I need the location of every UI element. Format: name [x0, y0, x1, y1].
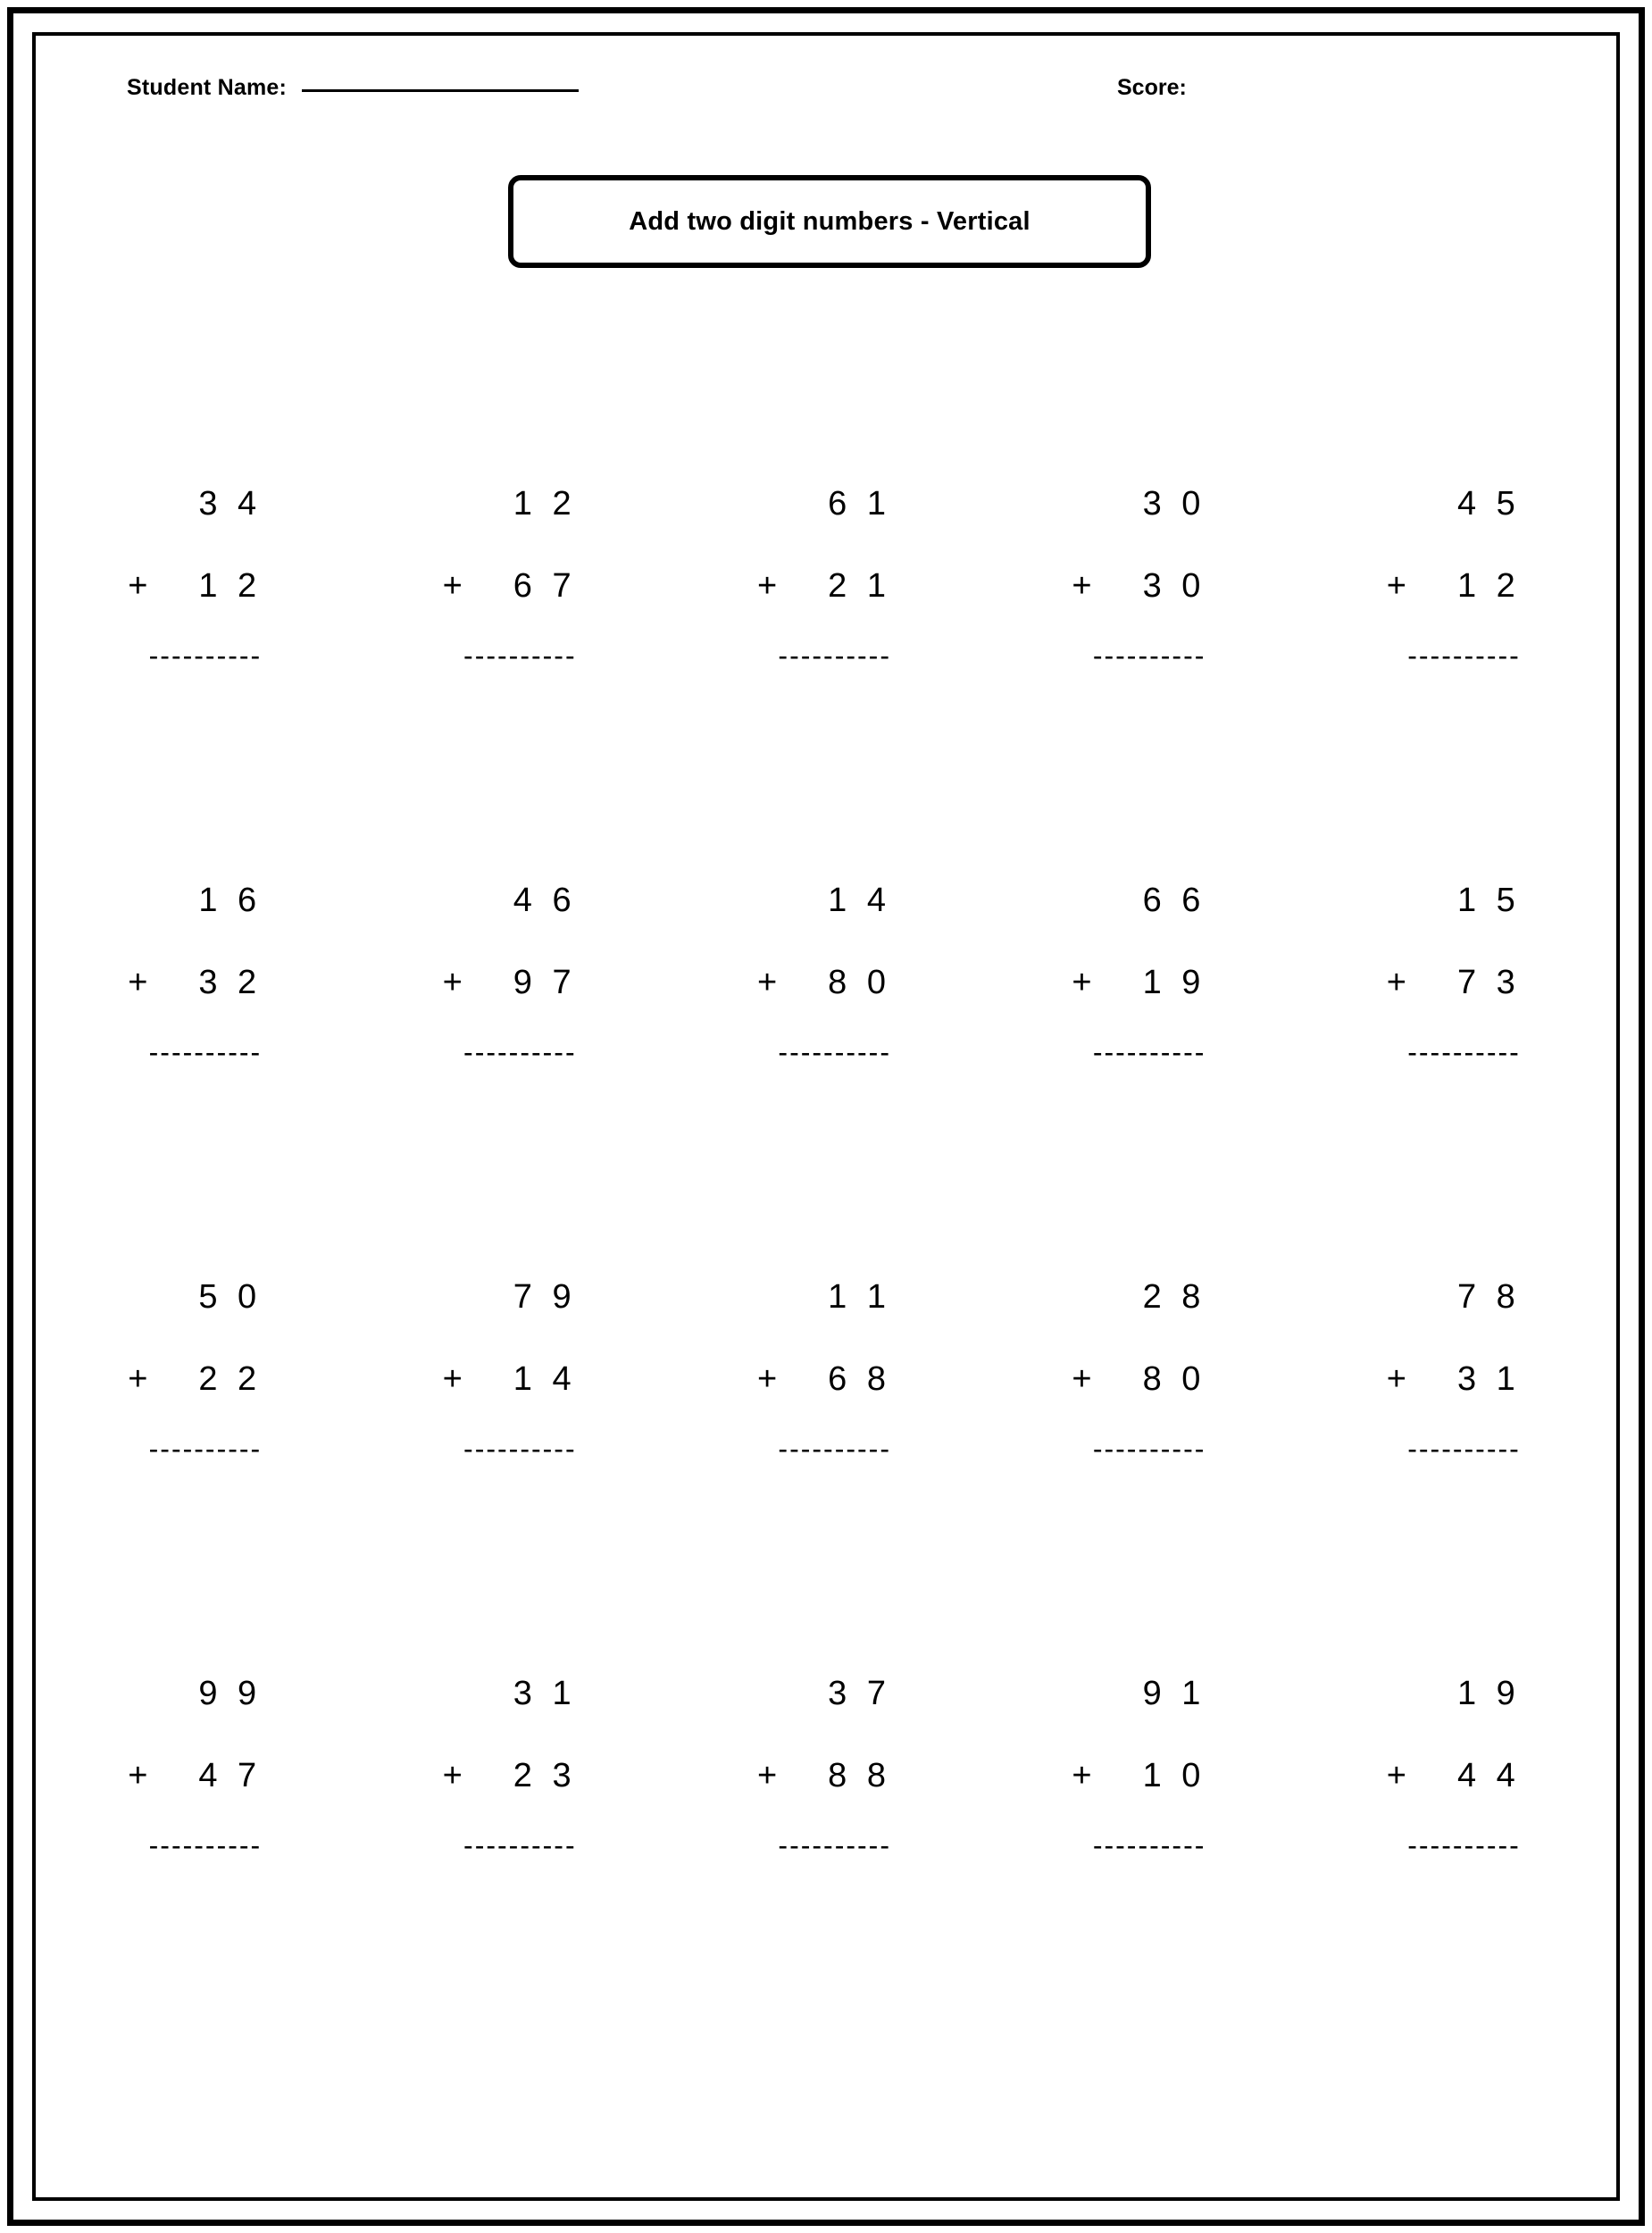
- addend-bottom: 1 4: [513, 1359, 577, 1398]
- problem-item: [1298, 1208, 1613, 1604]
- addend-bottom: 8 8: [828, 1756, 891, 1794]
- plus-icon: +: [1072, 566, 1092, 605]
- worksheet-header: [39, 75, 1613, 116]
- plus-icon: +: [1072, 1359, 1092, 1398]
- problem-grid: [39, 414, 1613, 2001]
- answer-rule[interactable]: ----------: [778, 1035, 891, 1068]
- addend-bottom: 1 2: [1456, 566, 1521, 605]
- addend-bottom-line: [1029, 965, 1252, 1002]
- addend-top: 1 9: [1456, 1675, 1521, 1712]
- addend-bottom: 6 8: [828, 1359, 891, 1398]
- addend-bottom: 6 7: [513, 566, 577, 605]
- addend-bottom: 8 0: [828, 963, 891, 1001]
- plus-icon: +: [442, 1359, 463, 1398]
- problem-item: [39, 811, 354, 1208]
- addend-bottom-line: [400, 965, 623, 1002]
- problem-item: [39, 1604, 354, 2001]
- addend-top: 4 5: [1456, 485, 1521, 523]
- answer-rule[interactable]: ----------: [1092, 1035, 1206, 1068]
- plus-icon: +: [442, 1756, 463, 1794]
- answer-rule[interactable]: ----------: [148, 1432, 263, 1465]
- addend-bottom: 1 9: [1142, 963, 1206, 1001]
- addend-top: 6 6: [1142, 882, 1206, 919]
- addend-top: 3 0: [1142, 485, 1206, 523]
- addend-top: 6 1: [828, 485, 891, 523]
- addend-bottom: 3 1: [1456, 1359, 1521, 1398]
- addend-bottom-line: [85, 1758, 308, 1795]
- addend-bottom-line: [1344, 965, 1567, 1002]
- addend-bottom: 7 3: [1456, 963, 1521, 1001]
- problem-item: [39, 1208, 354, 1604]
- page-title: Add two digit numbers - Vertical: [629, 206, 1030, 236]
- addend-bottom: 1 0: [1142, 1756, 1206, 1794]
- addend-bottom-line: [1344, 568, 1567, 606]
- problem-item: [669, 1604, 983, 2001]
- answer-rule[interactable]: ----------: [463, 1432, 577, 1465]
- plus-icon: +: [1072, 1756, 1092, 1794]
- plus-icon: +: [756, 566, 778, 605]
- addend-bottom: 2 2: [198, 1359, 263, 1398]
- score-field[interactable]: [1117, 75, 1187, 101]
- answer-rule[interactable]: ----------: [1407, 1828, 1521, 1861]
- answer-rule[interactable]: ----------: [1092, 1432, 1206, 1465]
- addend-top: 7 9: [513, 1278, 577, 1316]
- addend-bottom-line: [1344, 1361, 1567, 1399]
- addend-top: 3 4: [198, 485, 263, 523]
- addend-top: 1 1: [828, 1278, 891, 1316]
- problem-item: [354, 1604, 668, 2001]
- answer-rule[interactable]: ----------: [1092, 639, 1206, 672]
- plus-icon: +: [1386, 1359, 1406, 1398]
- problem-item: [983, 1208, 1297, 1604]
- problem-item: [669, 414, 983, 811]
- student-name-label: Student Name:: [127, 75, 288, 100]
- addend-top: 9 9: [198, 1675, 263, 1712]
- plus-icon: +: [1386, 1756, 1406, 1794]
- student-name-blank[interactable]: [302, 89, 579, 92]
- addend-bottom-line: [1029, 1361, 1252, 1399]
- addend-top: 5 0: [198, 1278, 263, 1316]
- addend-top: 1 4: [828, 882, 891, 919]
- addend-bottom: 9 7: [513, 963, 577, 1001]
- addend-bottom: 3 0: [1142, 566, 1206, 605]
- addend-bottom: 8 0: [1142, 1359, 1206, 1398]
- plus-icon: +: [1386, 963, 1406, 1001]
- addend-bottom-line: [400, 1361, 623, 1399]
- plus-icon: +: [128, 1756, 148, 1794]
- problem-item: [39, 414, 354, 811]
- plus-icon: +: [1386, 566, 1406, 605]
- addend-top: 1 5: [1456, 882, 1521, 919]
- student-name-field[interactable]: [127, 75, 579, 101]
- addend-bottom-line: [85, 568, 308, 606]
- answer-rule[interactable]: ----------: [778, 639, 891, 672]
- answer-rule[interactable]: ----------: [778, 1432, 891, 1465]
- problem-item: [354, 811, 668, 1208]
- addend-bottom: 2 3: [513, 1756, 577, 1794]
- addend-bottom-line: [85, 965, 308, 1002]
- plus-icon: +: [756, 1359, 778, 1398]
- answer-rule[interactable]: ----------: [148, 1035, 263, 1068]
- addend-bottom-line: [714, 1361, 938, 1399]
- problem-item: [669, 1208, 983, 1604]
- answer-rule[interactable]: ----------: [463, 639, 577, 672]
- answer-rule[interactable]: ----------: [1407, 639, 1521, 672]
- worksheet-title-box: [508, 175, 1151, 268]
- addend-bottom-line: [714, 965, 938, 1002]
- addend-bottom: 2 1: [828, 566, 891, 605]
- plus-icon: +: [756, 963, 778, 1001]
- answer-rule[interactable]: ----------: [778, 1828, 891, 1861]
- answer-rule[interactable]: ----------: [148, 1828, 263, 1861]
- plus-icon: +: [442, 963, 463, 1001]
- plus-icon: +: [128, 566, 148, 605]
- problem-item: [983, 811, 1297, 1208]
- addend-bottom: 4 7: [198, 1756, 263, 1794]
- addend-top: 4 6: [513, 882, 577, 919]
- problem-item: [1298, 811, 1613, 1208]
- addend-bottom-line: [1029, 1758, 1252, 1795]
- addend-bottom-line: [1344, 1758, 1567, 1795]
- problem-item: [983, 1604, 1297, 2001]
- addend-top: 9 1: [1142, 1675, 1206, 1712]
- addend-bottom: 1 2: [198, 566, 263, 605]
- addend-bottom-line: [400, 1758, 623, 1795]
- answer-rule[interactable]: ----------: [1407, 1035, 1521, 1068]
- plus-icon: +: [756, 1756, 778, 1794]
- plus-icon: +: [128, 1359, 148, 1398]
- addend-bottom: 3 2: [198, 963, 263, 1001]
- worksheet-sheet: [39, 39, 1613, 2194]
- plus-icon: +: [1072, 963, 1092, 1001]
- addend-top: 1 2: [513, 485, 577, 523]
- answer-rule[interactable]: ----------: [463, 1035, 577, 1068]
- addend-bottom: 4 4: [1456, 1756, 1521, 1794]
- addend-top: 1 6: [198, 882, 263, 919]
- answer-rule[interactable]: ----------: [463, 1828, 577, 1861]
- addend-bottom-line: [1029, 568, 1252, 606]
- problem-item: [983, 414, 1297, 811]
- plus-icon: +: [128, 963, 148, 1001]
- addend-top: 7 8: [1456, 1278, 1521, 1316]
- problem-item: [1298, 1604, 1613, 2001]
- addend-top: 3 7: [828, 1675, 891, 1712]
- answer-rule[interactable]: ----------: [148, 639, 263, 672]
- addend-bottom-line: [714, 1758, 938, 1795]
- problem-item: [354, 1208, 668, 1604]
- answer-rule[interactable]: ----------: [1092, 1828, 1206, 1861]
- problem-item: [669, 811, 983, 1208]
- addend-top: 3 1: [513, 1675, 577, 1712]
- score-label: Score:: [1117, 75, 1187, 100]
- addend-bottom-line: [400, 568, 623, 606]
- problem-item: [1298, 414, 1613, 811]
- addend-bottom-line: [85, 1361, 308, 1399]
- addend-top: 2 8: [1142, 1278, 1206, 1316]
- plus-icon: +: [442, 566, 463, 605]
- problem-item: [354, 414, 668, 811]
- answer-rule[interactable]: ----------: [1407, 1432, 1521, 1465]
- addend-bottom-line: [714, 568, 938, 606]
